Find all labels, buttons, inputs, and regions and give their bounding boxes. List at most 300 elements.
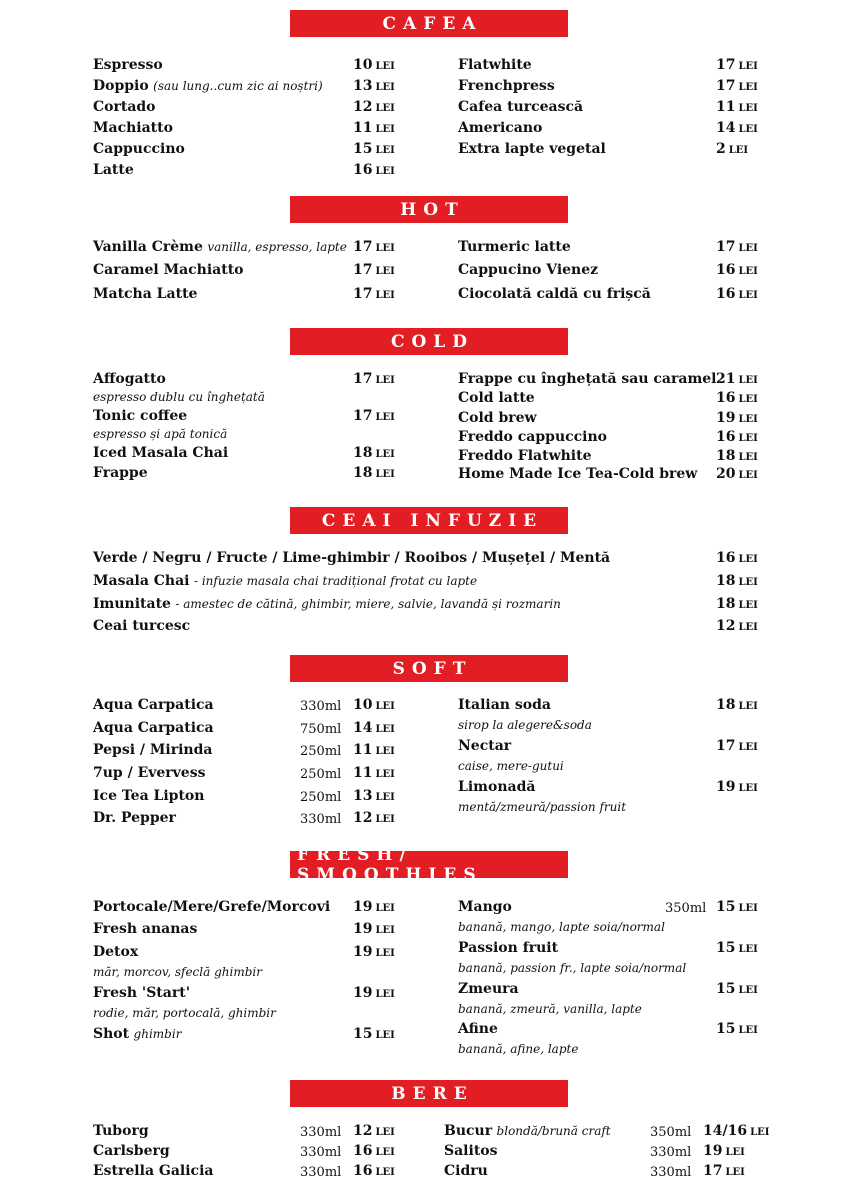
price [716, 99, 758, 117]
price-value: 18 [353, 465, 373, 481]
menu-item [458, 448, 592, 465]
menu-item [93, 445, 228, 462]
menu-item [444, 1163, 488, 1180]
item-subtext: banană, mango, lapte soia/normal [458, 920, 665, 934]
price [716, 573, 758, 591]
price [716, 286, 758, 304]
menu-item [93, 720, 214, 737]
item-volume: 350ml [650, 1125, 692, 1140]
item-name: Caramel Machiatto [93, 262, 244, 278]
price [703, 1143, 745, 1161]
menu-item [458, 410, 537, 427]
item-name: Cappuccino [93, 141, 185, 157]
price [353, 120, 395, 138]
item-description: vanilla, espresso, lapte [207, 240, 347, 254]
item-name: Machiatto [93, 120, 173, 136]
price [353, 742, 395, 760]
item-name: Dr. Pepper [93, 810, 176, 826]
currency: LEI [375, 124, 395, 135]
menu-item [93, 78, 323, 95]
ceai-title-text: CEAI INFUZIE [321, 510, 544, 531]
currency: LEI [375, 1127, 395, 1138]
menu-item [93, 742, 212, 759]
price [716, 239, 758, 257]
currency: LEI [738, 600, 758, 611]
price-value: 11 [353, 742, 373, 758]
price-value: 15 [716, 981, 736, 997]
price [716, 57, 758, 75]
menu-item [458, 371, 717, 388]
menu-item [458, 779, 535, 796]
menu-item [93, 985, 190, 1002]
price [353, 788, 395, 806]
price-value: 18 [716, 448, 736, 464]
price-value: 14 [716, 120, 736, 136]
menu-item [458, 738, 511, 755]
price [353, 1123, 395, 1141]
item-name: Extra lapte vegetal [458, 141, 606, 157]
item-name: Passion fruit [458, 940, 559, 956]
currency: LEI [738, 783, 758, 794]
price [353, 78, 395, 96]
item-name: Freddo cappuccino [458, 429, 608, 445]
currency: LEI [375, 145, 395, 156]
currency: LEI [738, 243, 758, 254]
item-name: Nectar [458, 738, 512, 754]
currency: LEI [738, 414, 758, 425]
price-value: 11 [353, 120, 373, 136]
price-value: 19 [353, 921, 373, 937]
item-subtext: banană, passion fr., lapte soia/normal [458, 961, 687, 975]
menu-item [458, 141, 606, 158]
item-name: Freddo Flatwhite [458, 448, 592, 464]
item-name: Tuborg [93, 1123, 149, 1139]
price [353, 1143, 395, 1161]
price-value: 17 [703, 1163, 723, 1179]
item-volume: 250ml [300, 767, 342, 782]
price-value: 14 [353, 720, 373, 736]
item-name: Estrella Galicia [93, 1163, 214, 1179]
menu-item [458, 981, 519, 998]
price-value: 19 [703, 1143, 723, 1159]
currency: LEI [375, 724, 395, 735]
price-value: 16 [716, 390, 736, 406]
item-name: Imunitate [93, 596, 171, 612]
item-description: ghimbir [133, 1027, 182, 1041]
item-name: Ciocolată caldă cu frișcă [458, 286, 651, 302]
item-name: Limonadă [458, 779, 536, 795]
price-value: 16 [353, 162, 373, 178]
item-name: Shot [93, 1026, 130, 1042]
price-value: 12 [716, 618, 736, 634]
item-name: Verde / Negru / Fructe / Lime-ghimbir / Rooibos / Mușețel / Mentă [93, 550, 611, 566]
currency: LEI [375, 701, 395, 712]
currency: LEI [738, 903, 758, 914]
price [353, 445, 395, 463]
price [353, 765, 395, 783]
currency: LEI [738, 103, 758, 114]
cold-title-text: COLD [390, 331, 475, 352]
price [353, 262, 395, 280]
price-value: 10 [353, 697, 373, 713]
price [716, 899, 758, 917]
price [703, 1123, 769, 1141]
item-name: Pepsi / Mirinda [93, 742, 213, 758]
item-name: Aqua Carpatica [93, 697, 214, 713]
item-name: Turmeric latte [458, 239, 571, 255]
price [716, 262, 758, 280]
price [353, 465, 395, 483]
price-value: 16 [716, 286, 736, 302]
price [353, 141, 395, 159]
price [716, 410, 758, 428]
menu-item [93, 371, 166, 388]
price-value: 17 [353, 262, 373, 278]
price-value: 19 [716, 779, 736, 795]
menu-item [444, 1143, 498, 1160]
price-value: 17 [716, 239, 736, 255]
currency: LEI [375, 290, 395, 301]
item-name: Salitos [444, 1143, 498, 1159]
item-volume: 330ml [650, 1145, 692, 1160]
item-volume: 350ml [665, 901, 707, 916]
item-name: Fresh 'Start' [93, 985, 190, 1001]
currency: LEI [375, 449, 395, 460]
currency: LEI [375, 375, 395, 386]
currency: LEI [750, 1127, 770, 1138]
menu-item [93, 697, 214, 714]
menu-item [458, 262, 598, 279]
currency: LEI [738, 452, 758, 463]
currency: LEI [738, 985, 758, 996]
currency: LEI [375, 1167, 395, 1178]
item-name: Cafea turcească [458, 99, 584, 115]
price [716, 466, 758, 484]
menu-item [458, 78, 555, 95]
item-name: Afine [458, 1021, 498, 1037]
price-value: 18 [716, 596, 736, 612]
hot-title-text: HOT [400, 199, 465, 220]
price-value: 18 [716, 697, 736, 713]
price-value: 19 [353, 944, 373, 960]
item-volume: 330ml [300, 1165, 342, 1180]
price-value: 12 [353, 1123, 373, 1139]
menu-item [93, 618, 190, 635]
hot-section-title [290, 196, 568, 223]
price-value: 17 [353, 239, 373, 255]
item-name: Flatwhite [458, 57, 532, 73]
price [716, 78, 758, 96]
item-name: Tonic coffee [93, 408, 188, 424]
menu-item [458, 99, 583, 116]
price-value: 17 [353, 371, 373, 387]
menu-item [93, 550, 610, 567]
price-value: 15 [353, 141, 373, 157]
item-subtext: banană, zmeură, vanilla, lapte [458, 1002, 642, 1016]
item-name: Frappe [93, 465, 148, 481]
currency: LEI [725, 1167, 745, 1178]
soft-section-title [290, 655, 568, 682]
item-volume: 330ml [300, 1145, 342, 1160]
price [716, 697, 758, 715]
item-name: Carlsberg [93, 1143, 170, 1159]
menu-item [93, 899, 330, 916]
item-name: Espresso [93, 57, 163, 73]
item-name: Italian soda [458, 697, 551, 713]
price-value: 17 [716, 738, 736, 754]
item-name: 7up / Evervess [93, 765, 206, 781]
menu-item [93, 596, 561, 613]
currency: LEI [375, 769, 395, 780]
menu-item [458, 429, 607, 446]
menu-item [93, 1026, 181, 1043]
price-value: 21 [716, 371, 736, 387]
item-volume: 750ml [300, 722, 342, 737]
price-value: 17 [353, 408, 373, 424]
item-name: Cappucino Vienez [458, 262, 599, 278]
price [353, 1163, 395, 1181]
menu-item [93, 1123, 149, 1140]
price-value: 17 [716, 78, 736, 94]
price [716, 550, 758, 568]
item-name: Ice Tea Lipton [93, 788, 205, 804]
item-name: Americano [458, 120, 543, 136]
currency: LEI [738, 82, 758, 93]
price [716, 141, 748, 159]
ceai-section-title [290, 507, 568, 534]
price [353, 162, 395, 180]
currency: LEI [738, 742, 758, 753]
currency: LEI [375, 814, 395, 825]
menu-item [458, 239, 571, 256]
currency: LEI [738, 375, 758, 386]
currency: LEI [738, 433, 758, 444]
item-description: - amestec de cătină, ghimbir, miere, salvie, lavandă și rozmarin [175, 597, 561, 611]
bere-section-title [290, 1080, 568, 1107]
price-value: 18 [353, 445, 373, 461]
currency: LEI [738, 470, 758, 481]
price-value: 14/16 [703, 1123, 748, 1139]
fresh-section-title [290, 844, 568, 885]
item-subtext: măr, morcov, sfeclă ghimbir [93, 965, 262, 979]
currency: LEI [375, 989, 395, 1000]
fresh-title-text: FRESH/ SMOOTHIES [297, 844, 483, 885]
currency: LEI [375, 925, 395, 936]
currency: LEI [738, 290, 758, 301]
item-name: Cortado [93, 99, 156, 115]
menu-item [93, 239, 347, 256]
price [716, 596, 758, 614]
price-value: 16 [716, 262, 736, 278]
menu-item [93, 573, 477, 590]
price [716, 1021, 758, 1039]
menu-item [458, 120, 542, 137]
currency: LEI [725, 1147, 745, 1158]
currency: LEI [375, 266, 395, 277]
cafea-section-title [290, 10, 568, 37]
price-value: 10 [353, 57, 373, 73]
item-name: Doppio [93, 78, 149, 94]
item-subtext: mentă/zmeură/passion fruit [458, 800, 627, 814]
currency: LEI [738, 554, 758, 565]
item-subtext: caise, mere-gutui [458, 759, 564, 773]
price-value: 11 [716, 99, 736, 115]
menu-item [458, 940, 558, 957]
currency: LEI [375, 903, 395, 914]
price [353, 1026, 395, 1044]
price [716, 371, 758, 389]
price-value: 17 [353, 286, 373, 302]
price [353, 921, 395, 939]
item-name: Aqua Carpatica [93, 720, 214, 736]
price [716, 448, 758, 466]
menu-item [93, 99, 156, 116]
item-name: Portocale/Mere/Grefe/Morcovi [93, 899, 331, 915]
price-value: 19 [353, 899, 373, 915]
price [716, 779, 758, 797]
price-value: 15 [716, 1021, 736, 1037]
price-value: 16 [716, 429, 736, 445]
currency: LEI [728, 145, 749, 156]
price-value: 15 [716, 899, 736, 915]
price-value: 2 [716, 141, 726, 157]
currency: LEI [375, 792, 395, 803]
price-value: 12 [353, 810, 373, 826]
price [353, 810, 395, 828]
item-name: Vanilla Crème [93, 239, 203, 255]
menu-item [93, 286, 197, 303]
price [716, 940, 758, 958]
menu-item [458, 697, 551, 714]
item-subtext: espresso și apă tonică [93, 427, 228, 441]
item-name: Matcha Latte [93, 286, 198, 302]
price [353, 720, 395, 738]
price-value: 11 [353, 765, 373, 781]
menu-item [93, 1163, 213, 1180]
item-name: Detox [93, 944, 139, 960]
item-name: Bucur [444, 1123, 493, 1139]
currency: LEI [738, 394, 758, 405]
currency: LEI [738, 266, 758, 277]
item-volume: 330ml [300, 699, 342, 714]
price-value: 16 [716, 550, 736, 566]
menu-item [93, 765, 205, 782]
item-name: Iced Masala Chai [93, 445, 229, 461]
menu-item [93, 944, 138, 961]
menu-item [93, 921, 197, 938]
currency: LEI [375, 166, 395, 177]
menu-item [93, 262, 244, 279]
soft-title-text: SOFT [392, 658, 473, 679]
currency: LEI [738, 124, 758, 135]
currency: LEI [375, 1030, 395, 1041]
menu-item [458, 390, 535, 407]
item-volume: 330ml [300, 812, 342, 827]
item-name: Ceai turcesc [93, 618, 191, 634]
cold-section-title [290, 328, 568, 355]
price-value: 15 [353, 1026, 373, 1042]
price-value: 17 [716, 57, 736, 73]
currency: LEI [738, 61, 758, 72]
item-name: Home Made Ice Tea-Cold brew [458, 466, 698, 482]
currency: LEI [375, 469, 395, 480]
currency: LEI [738, 944, 758, 955]
item-description: blondă/brună craft [496, 1124, 611, 1138]
menu-item [458, 286, 651, 303]
menu-item [444, 1123, 611, 1140]
menu-item [93, 788, 204, 805]
menu-item [458, 899, 512, 916]
item-description: (sau lung..cum zic ai noștri) [153, 79, 323, 93]
price [353, 408, 395, 426]
menu-item [93, 810, 176, 827]
currency: LEI [375, 1147, 395, 1158]
item-name: Cold latte [458, 390, 535, 406]
currency: LEI [375, 412, 395, 423]
price [703, 1163, 745, 1181]
item-name: Frappe cu înghețată sau caramel [458, 371, 717, 387]
item-name: Cold brew [458, 410, 537, 426]
currency: LEI [738, 1025, 758, 1036]
price-value: 12 [353, 99, 373, 115]
price [353, 239, 395, 257]
currency: LEI [375, 243, 395, 254]
price [353, 944, 395, 962]
menu-item [458, 57, 532, 74]
price [716, 981, 758, 999]
item-subtext: sirop la alegere&soda [458, 718, 592, 732]
cafea-title-text: CAFEA [382, 13, 483, 34]
item-name: Latte [93, 162, 134, 178]
menu-item [93, 162, 134, 179]
price [716, 738, 758, 756]
price [716, 429, 758, 447]
item-subtext: banană, afine, lapte [458, 1042, 579, 1056]
menu-item [93, 1143, 170, 1160]
price-value: 18 [716, 573, 736, 589]
price [353, 985, 395, 1003]
price [353, 697, 395, 715]
menu-item [93, 120, 173, 137]
item-name: Zmeura [458, 981, 519, 997]
item-name: Mango [458, 899, 512, 915]
currency: LEI [375, 103, 395, 114]
item-volume: 250ml [300, 790, 342, 805]
price-value: 20 [716, 466, 736, 482]
price-value: 13 [353, 788, 373, 804]
price-value: 16 [353, 1143, 373, 1159]
price [353, 57, 395, 75]
menu-item [93, 408, 187, 425]
price-value: 16 [353, 1163, 373, 1179]
currency: LEI [375, 82, 395, 93]
item-subtext: rodie, măr, portocală, ghimbir [93, 1006, 276, 1020]
currency: LEI [738, 622, 758, 633]
item-name: Frenchpress [458, 78, 555, 94]
price-value: 15 [716, 940, 736, 956]
item-name: Fresh ananas [93, 921, 198, 937]
price [716, 120, 758, 138]
menu-item [93, 141, 185, 158]
price-value: 19 [716, 410, 736, 426]
item-name: Affogatto [93, 371, 166, 387]
item-volume: 330ml [300, 1125, 342, 1140]
currency: LEI [375, 948, 395, 959]
price [353, 899, 395, 917]
currency: LEI [738, 701, 758, 712]
item-volume: 250ml [300, 744, 342, 759]
price [716, 390, 758, 408]
